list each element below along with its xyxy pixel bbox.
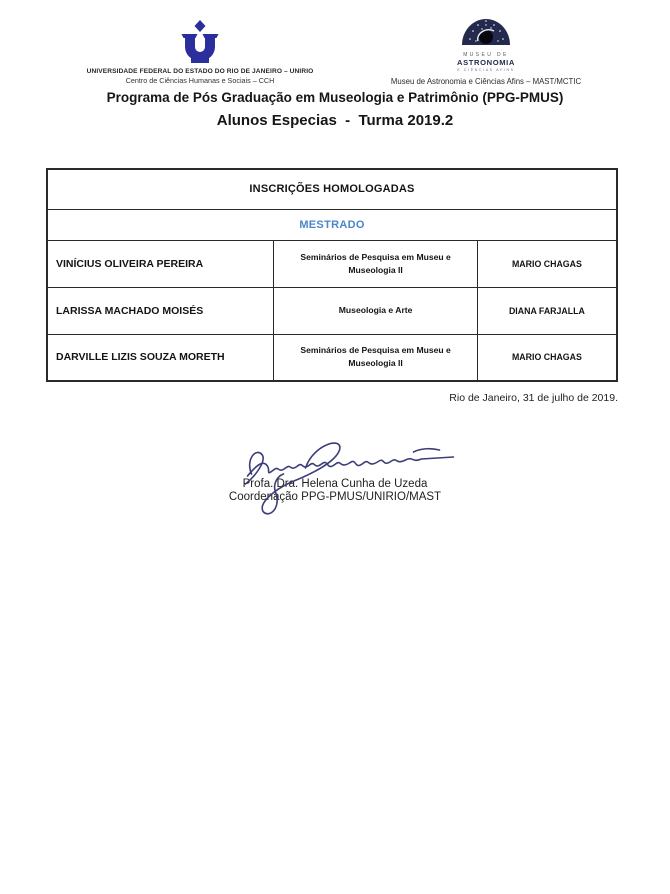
professor-name: MARIO CHAGAS	[477, 240, 617, 287]
unirio-block	[58, 20, 342, 85]
professor-name: MARIO CHAGAS	[477, 334, 617, 381]
document-header	[0, 14, 670, 88]
student-name: VINÍCIUS OLIVEIRA PEREIRA	[47, 240, 274, 287]
signer-name-line: Profa. Dra. Helena Cunha de Uzeda	[242, 478, 428, 490]
mast-logo-text-top: MUSEU DE	[463, 52, 509, 58]
signature-icon	[218, 430, 468, 520]
course-name: Seminários de Pesquisa em Museu e Museologia II	[274, 334, 477, 381]
table-header-row	[47, 169, 617, 209]
student-name: LARISSA MACHADO MOISÉS	[47, 287, 274, 334]
course-name: Seminários de Pesquisa em Museu e Museologia II	[274, 240, 477, 287]
table-row	[47, 334, 617, 381]
table-subheader: MESTRADO	[47, 209, 617, 240]
course-name: Museologia e Arte	[274, 287, 477, 334]
date-line: Rio de Janeiro, 31 de julho de 2019.	[449, 392, 618, 404]
mast-logo	[352, 14, 620, 72]
table-header: INSCRIÇÕES HOMOLOGADAS	[47, 169, 617, 209]
signer-role-line: Coordenação PPG-PMUS/UNIRIO/MAST	[228, 491, 442, 503]
unirio-logo	[58, 20, 342, 66]
table-row	[47, 240, 617, 287]
mast-block	[352, 14, 620, 86]
enrollment-table	[46, 168, 618, 382]
page-title: Programa de Pós Graduação em Museologia e Patrimônio (PPG-PMUS)	[106, 90, 564, 105]
unirio-name-line: UNIVERSIDADE FEDERAL DO ESTADO DO RIO DE JANEIRO – UNIRIO	[86, 68, 314, 75]
table-row	[47, 287, 617, 334]
mast-logo-text-main: ASTRONOMIA	[457, 58, 515, 67]
unirio-logo-icon	[177, 20, 223, 64]
mast-dome-icon	[457, 14, 515, 46]
mast-logo-text-sub: E CIÊNCIAS AFINS	[457, 67, 515, 72]
page-subtitle: Alunos Especias - Turma 2019.2	[216, 112, 454, 129]
signature-block	[0, 430, 670, 503]
unirio-dept-line: Centro de Ciências Humanas e Sociais – CCH	[125, 76, 275, 85]
table-subheader-row	[47, 209, 617, 240]
professor-name: DIANA FARJALLA	[477, 287, 617, 334]
mast-caption-line: Museu de Astronomia e Ciências Afins – MAST/MCTIC	[390, 76, 582, 86]
student-name: DARVILLE LIZIS SOUZA MORETH	[47, 334, 274, 381]
